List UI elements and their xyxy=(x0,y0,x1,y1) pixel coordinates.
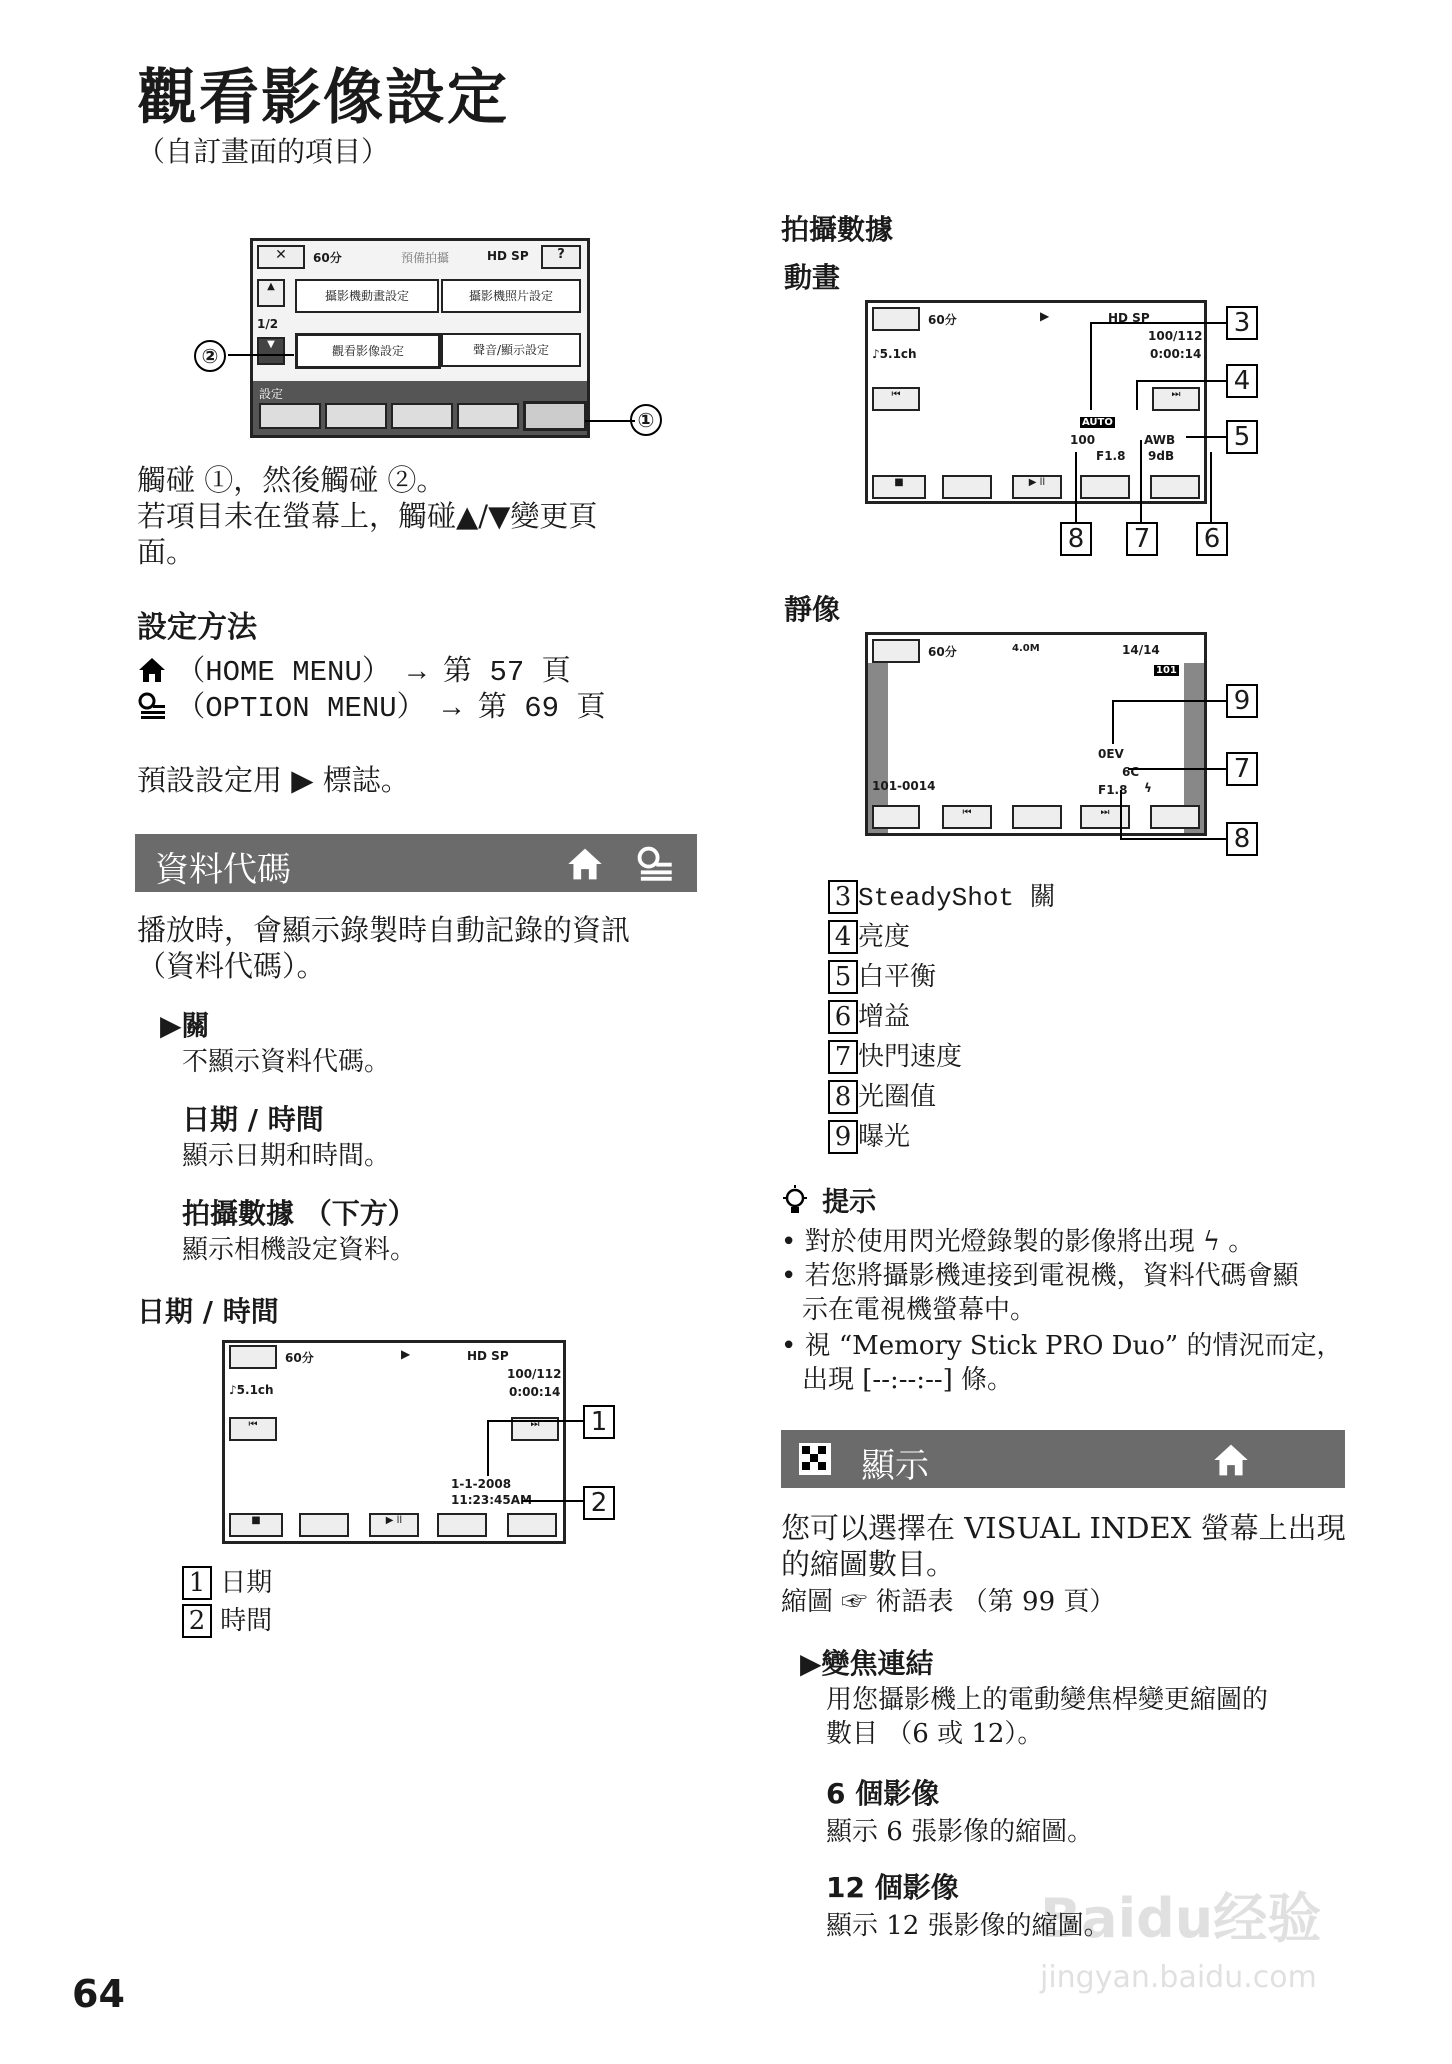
folder-indicator: 101 xyxy=(1156,665,1177,676)
page-down-button: ▼ xyxy=(257,337,285,365)
status-text: 預備拍攝 xyxy=(401,251,450,265)
shooting-heading: 拍攝數據 xyxy=(781,213,894,246)
callout-2: ② xyxy=(194,340,226,372)
legend-date: 1 日期 xyxy=(182,1566,272,1600)
six-images-title: 6 個影像 xyxy=(826,1777,940,1810)
callout-box-7: 7 xyxy=(1126,522,1158,556)
previous-button: ⏮ xyxy=(229,1417,277,1441)
exposure-readout: 0EV xyxy=(1098,747,1124,761)
legend-item: 5 白平衡 xyxy=(828,960,1056,1000)
others-tab xyxy=(391,403,453,429)
callout-1: ① xyxy=(630,404,662,436)
option-icon xyxy=(635,846,675,882)
play-pause-button: ▶ ll xyxy=(369,1513,419,1537)
quality-indicator: HD SP xyxy=(1108,311,1150,325)
option-menu-line: （OPTION MENU） → 第 69 頁 xyxy=(137,688,605,727)
page-subtitle: （自訂畫面的項目） xyxy=(137,135,390,168)
audio-indicator: ♪5.1ch xyxy=(872,347,917,361)
image-counter: 14/14 xyxy=(1122,643,1160,657)
twelve-images-title: 12 個影像 xyxy=(826,1871,959,1904)
manage-tab xyxy=(457,403,519,429)
option-off-desc: 不顯示資料代碼。 xyxy=(182,1047,391,1077)
stop-button: ■ xyxy=(229,1513,283,1537)
display-ref: 縮圖 ☞ 術語表 （第 99 頁） xyxy=(781,1587,1116,1617)
file-number: 101-0014 xyxy=(872,779,936,793)
callout-box-7b: 7 xyxy=(1226,752,1258,786)
home-icon xyxy=(565,846,605,882)
option-camera-data-title: 拍攝數據 （下方） xyxy=(182,1197,416,1230)
index-button xyxy=(872,805,920,829)
back-button xyxy=(872,307,920,331)
next-button: ⏭ xyxy=(511,1417,559,1441)
white-balance-readout: AWB xyxy=(1144,433,1176,447)
intro-line-1: 觸碰 ①，然後觸碰 ②。 xyxy=(137,463,446,497)
settings-toolbox-tab xyxy=(523,401,587,431)
callout-box-9: 9 xyxy=(1226,684,1258,718)
callout-box-5: 5 xyxy=(1226,420,1258,454)
data-code-desc-2: （資料代碼）。 xyxy=(137,949,326,983)
shooting-legend xyxy=(828,880,1056,1160)
page-up-button: ▲ xyxy=(257,279,285,307)
movie-heading: 動畫 xyxy=(784,261,841,294)
time-readout: 11:23:45AM xyxy=(451,1493,532,1507)
legend-item: 3 SteadyShot 關 xyxy=(828,880,1056,920)
tip-3b: 出現 [--:--:--] 條。 xyxy=(802,1365,1014,1395)
option-camera-data-desc: 顯示相機設定資料。 xyxy=(182,1235,417,1265)
shutter-speed-readout: 100 xyxy=(1070,433,1096,447)
next-button: ⏭ xyxy=(1080,805,1130,829)
watermark-logo: Baidu经验 xyxy=(1040,1887,1322,1950)
rewind-button xyxy=(942,475,992,499)
option-button xyxy=(1150,475,1200,499)
option-datetime-desc: 顯示日期和時間。 xyxy=(182,1141,391,1171)
callout-box-4: 4 xyxy=(1226,364,1258,398)
still-heading: 靜像 xyxy=(784,593,841,626)
callout-box-8: 8 xyxy=(1060,522,1092,556)
checker-icon xyxy=(799,1443,831,1475)
settings-screen-figure xyxy=(250,238,655,438)
zoom-link-desc-2: 數目 （6 或 12）。 xyxy=(826,1719,1044,1749)
camera-movie-settings-button: 攝影機動畫設定 xyxy=(295,279,439,313)
sound-display-settings-button: 聲音/顯示設定 xyxy=(441,333,581,367)
previous-button: ⏮ xyxy=(942,805,992,829)
legend-item: 7 快門速度 xyxy=(828,1040,1056,1080)
option-datetime-title: 日期 / 時間 xyxy=(182,1103,324,1136)
option-button xyxy=(1150,805,1200,829)
display-banner: 顯示 xyxy=(781,1430,1345,1488)
callout-box-8b: 8 xyxy=(1226,822,1258,856)
forward-button xyxy=(437,1513,487,1537)
data-code-desc-1: 播放時，會顯示錄製時自動記錄的資訊 xyxy=(137,913,631,947)
slideshow-button xyxy=(1012,805,1062,829)
method-heading: 設定方法 xyxy=(137,610,257,645)
legend-item: 4 亮度 xyxy=(828,920,1056,960)
still-screen xyxy=(865,632,1207,836)
date-readout: 1-1-2008 xyxy=(451,1477,512,1491)
play-indicator: ▶ xyxy=(401,1347,411,1361)
data-code-banner: 資料代碼 xyxy=(135,834,697,892)
watermark-url: jingyan.baidu.com xyxy=(1040,1960,1317,1995)
aperture-readout: F1.8 xyxy=(1096,449,1126,463)
movie-screen xyxy=(865,300,1207,504)
intro-line-2: 若項目未在螢幕上，觸碰▲/▼變更頁 xyxy=(137,499,598,533)
callout-box-6: 6 xyxy=(1196,522,1228,556)
display-desc-2: 的縮圖數目。 xyxy=(781,1547,956,1581)
image-size-indicator: 4.0M xyxy=(1012,643,1040,654)
legend-item: 9 曝光 xyxy=(828,1120,1056,1160)
counter: 100/112 xyxy=(1148,329,1203,343)
default-note: 預設設定用 ▶ 標誌。 xyxy=(137,763,410,797)
next-button: ⏭ xyxy=(1152,387,1200,411)
lightbulb-icon xyxy=(781,1185,809,1217)
previous-button: ⏮ xyxy=(872,387,920,411)
back-button xyxy=(229,1345,277,1369)
battery-indicator: 60分 xyxy=(285,1351,314,1365)
callout-box-3: 3 xyxy=(1226,306,1258,340)
home-icon xyxy=(1211,1442,1251,1478)
page-number: 64 xyxy=(72,1972,125,2016)
datetime-screen xyxy=(222,1340,566,1544)
legend-item: 6 增益 xyxy=(828,1000,1056,1040)
play-indicator: ▶ xyxy=(1040,309,1050,323)
tip-1: • 對於使用閃光燈錄製的影像將出現 ϟ 。 xyxy=(781,1227,1255,1257)
rewind-button xyxy=(299,1513,349,1537)
option-off-title: ▶關 xyxy=(160,1009,210,1042)
option-button xyxy=(507,1513,557,1537)
play-pause-button: ▶ ll xyxy=(1012,475,1062,499)
option-icon xyxy=(137,692,167,720)
twelve-images-desc: 顯示 12 張影像的縮圖。 xyxy=(826,1911,1110,1941)
playback-tab xyxy=(325,403,387,429)
tip-2a: • 若您將攝影機連接到電視機，資料代碼會顯 xyxy=(781,1261,1299,1291)
forward-button xyxy=(1080,475,1130,499)
callout-box-1: 1 xyxy=(583,1405,615,1439)
zoom-link-desc-1: 用您攝影機上的電動變焦桿變更縮圖的 xyxy=(826,1685,1269,1715)
page-title: 觀看影像設定 xyxy=(137,63,509,133)
camera-photo-settings-button: 攝影機照片設定 xyxy=(441,279,581,313)
view-image-settings-button: 觀看影像設定 xyxy=(295,333,441,369)
legend-item: 8 光圈值 xyxy=(828,1080,1056,1120)
close-button: ✕ xyxy=(257,245,305,269)
gain-readout: 9dB xyxy=(1148,449,1175,463)
quality-indicator: HD SP xyxy=(487,249,529,263)
counter: 100/112 xyxy=(507,1367,562,1381)
settings-footer-label: 設定 xyxy=(259,387,284,401)
battery-indicator: 60分 xyxy=(313,251,342,265)
home-icon xyxy=(137,656,167,684)
flash-icon: ϟ xyxy=(1144,781,1152,795)
tips-header: 提示 xyxy=(781,1180,876,1219)
audio-indicator: ♪5.1ch xyxy=(229,1383,274,1397)
tip-2b: 示在電視機螢幕中。 xyxy=(802,1295,1037,1325)
battery-indicator: 60分 xyxy=(928,313,957,327)
back-button xyxy=(872,639,920,663)
shutter-speed-readout: 6C xyxy=(1122,765,1140,779)
tip-3a: • 視 “Memory Stick PRO Duo” 的情況而定， xyxy=(781,1331,1343,1361)
callout-box-2: 2 xyxy=(583,1486,615,1520)
time-code: 0:00:14 xyxy=(1150,347,1202,361)
quality-indicator: HD SP xyxy=(467,1349,509,1363)
battery-indicator: 60分 xyxy=(928,645,957,659)
legend-time: 2 時間 xyxy=(182,1604,272,1638)
brightness-indicator: AUTO xyxy=(1082,417,1113,428)
page-indicator: 1/2 xyxy=(257,317,279,331)
zoom-link-title: ▶變焦連結 xyxy=(800,1647,934,1680)
intro-line-3: 面。 xyxy=(137,535,196,569)
home-menu-line: （HOME MENU） → 第 57 頁 xyxy=(137,652,571,691)
datetime-heading: 日期 / 時間 xyxy=(137,1295,279,1328)
six-images-desc: 顯示 6 張影像的縮圖。 xyxy=(826,1817,1094,1847)
aperture-readout: F1.8 xyxy=(1098,783,1128,797)
camera-tab xyxy=(259,403,321,429)
help-button: ? xyxy=(541,245,581,269)
stop-button: ■ xyxy=(872,475,926,499)
display-desc-1: 您可以選擇在 VISUAL INDEX 螢幕上出現 xyxy=(781,1511,1346,1545)
time-code: 0:00:14 xyxy=(509,1385,561,1399)
